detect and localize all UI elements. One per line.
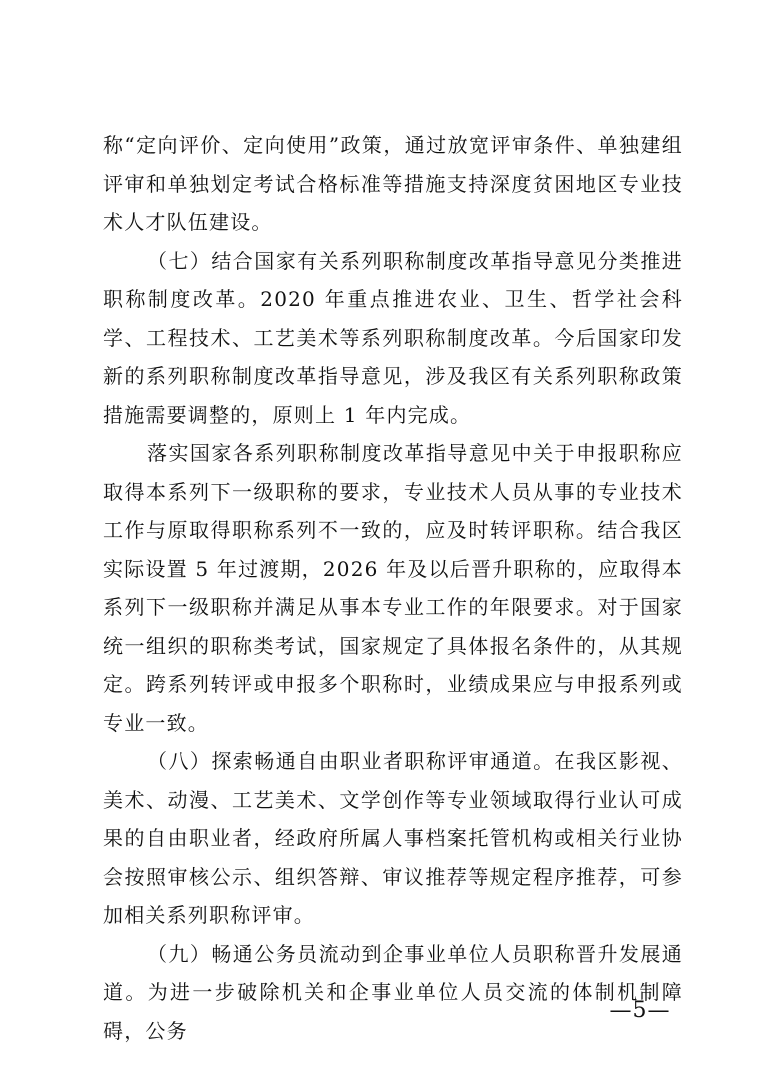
paragraph-item-8: （八）探索畅通自由职业者职称评审通道。在我区影视、美术、动漫、工艺美术、文学创作等专业领域取得行业认可成果的自由职业者，经政府所属人事档案托管机构或相关行业协会按照审核公示、组织答辩、审议推荐等规定程序推荐，可参加相关系列职称评审。 [103, 749, 683, 927]
paragraph-implementation: 落实国家各系列职称制度改革指导意见中关于申报职称应取得本系列下一级职称的要求，专业技术人员从事的专业技术工作与原取得职称系列不一致的，应及时转评职称。结合我区实际设置 5 年过渡期，2026 年及以后晋升职称的，应取得本系列下一级职称并满足从事本专业工作的年限要求。对于国家统一组织的职称类考试，国家规定了具体报名条件的，从其规定。跨系列转评或申报多个职称时，业绩成果应与申报系列或专业一致。 [103, 441, 683, 735]
paragraph-continuation: 称“定向评价、定向使用”政策，通过放宽评审条件、单独建组评审和单独划定考试合格标准等措施支持深度贫困地区专业技术人才队伍建设。 [103, 133, 683, 234]
page-number: —5— [609, 998, 671, 1023]
paragraph-item-7: （七）结合国家有关系列职称制度改革指导意见分类推进职称制度改革。2020 年重点推进农业、卫生、哲学社会科学、工程技术、工艺美术等系列职称制度改革。今后国家印发新的系列职称制度改革指导意见，涉及我区有关系列职称政策措施需要调整的，原则上 1 年内完成。 [103, 248, 683, 427]
body-text [103, 126, 683, 1050]
paragraph-item-9: （九）畅通公务员流动到企事业单位人员职称晋升发展通道。为进一步破除机关和企事业单位人员交流的体制机制障碍，公务 [103, 941, 683, 1043]
